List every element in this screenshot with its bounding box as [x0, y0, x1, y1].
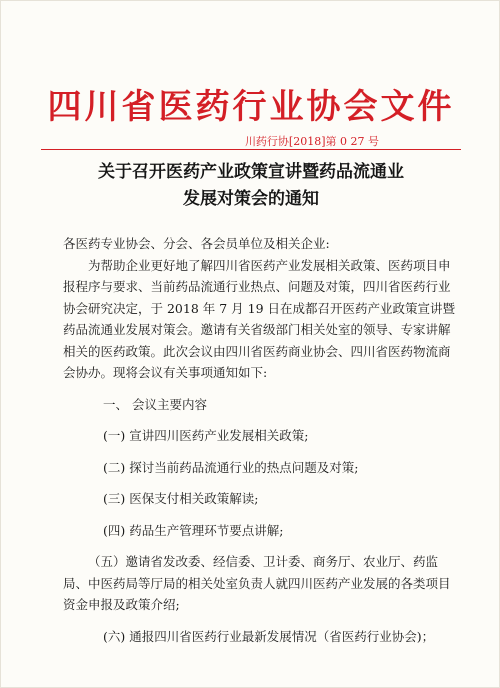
list-item: (一) 宣讲四川医药产业发展相关政策;	[103, 428, 309, 443]
header-divider	[41, 149, 461, 150]
intro-paragraph: 为帮助企业更好地了解四川省医药产业发展相关政策、医药项目申报程序与要求、当前药品流通行业热点、问题及对策，四川省医药行业协会研究决定，于 2018 年 7 月 19 日在成都召开医药产业政策宣讲暨药品流通业发展对策会。邀请有关省级部门相关处室的领导、专家讲解相关的医药政策。此次会议由四川省医药商业协会、四川省医药物流商会协办。现将会议有关事项通知如下:	[63, 257, 456, 380]
notice-title	[1, 159, 500, 213]
notice-title-line2: 发展对策会的通知	[183, 189, 319, 209]
org-title: 四川省医药行业协会文件	[47, 87, 455, 127]
section-heading: 一、 会议主要内容	[103, 396, 207, 412]
list-item: (六) 通报四川省医药行业最新发展情况（省医药行业协会)；	[103, 628, 435, 644]
list-item: (四) 药品生产管理环节要点讲解;	[103, 522, 284, 538]
document-body	[63, 233, 455, 647]
salutation: 各医药专业协会、分会、各会员单位及相关企业:	[63, 236, 330, 251]
notice-title-line1: 关于召开医药产业政策宣讲暨药品流通业	[98, 162, 404, 182]
list-item: (二) 探讨当前药品流通行业的热点问题及对策;	[103, 459, 359, 475]
list-item: (三) 医保支付相关政策解读;	[103, 491, 259, 506]
list-item: （五）邀请省发改委、经信委、卫计委、商务厅、农业厅、药监局、中医药局等厅局的相关处室负责人就四川医药产业发展的各类项目资金申报及政策介绍;	[63, 554, 451, 612]
doc-number: 川药行协[2018]第 0 27 号	[244, 135, 379, 148]
